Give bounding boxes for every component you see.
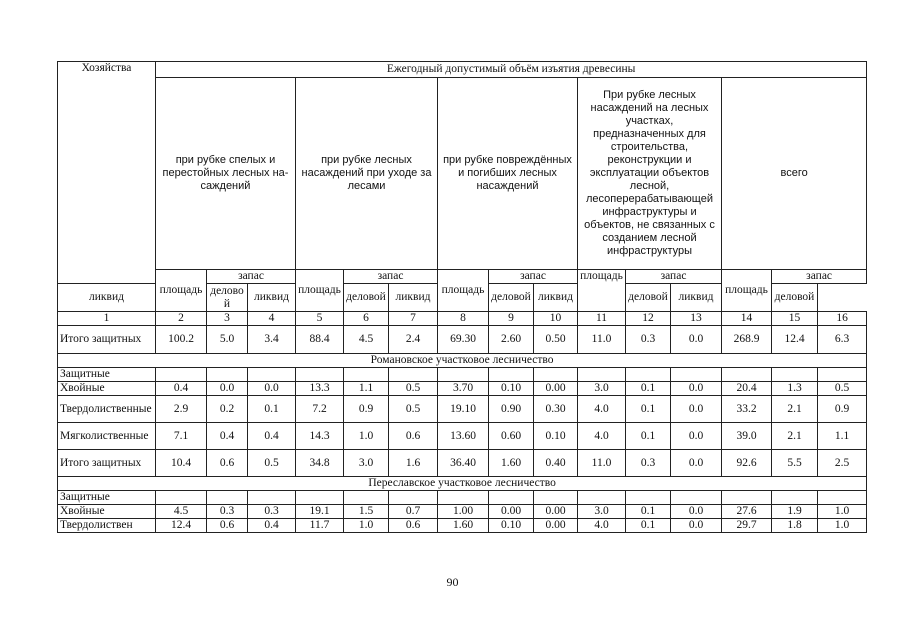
header-area: площадь	[722, 270, 772, 312]
empty-cell	[489, 368, 534, 382]
column-number: 2	[156, 312, 207, 326]
cell-value: 0.6	[207, 519, 248, 533]
header-liquid: ликвид	[671, 284, 722, 312]
cell-value: 3.70	[438, 382, 489, 396]
column-number: 1	[58, 312, 156, 326]
header-group-construction: При рубке лесных насаждений на лесных участках, предназначенных для строительства, реконструкции и эксплуатации объектов лесной, лесоперерабатывающей инфраструктуры и объектов, не связанных с созданием лесной инфраструктуры	[578, 78, 722, 270]
column-number: 10	[534, 312, 578, 326]
cell-value: 39.0	[722, 423, 772, 450]
header-area: площадь	[296, 270, 344, 312]
header-liquid: ликвид	[58, 284, 156, 312]
cell-value: 0.0	[671, 519, 722, 533]
column-number: 5	[296, 312, 344, 326]
cell-value: 11.0	[578, 450, 626, 477]
cell-value: 1.60	[489, 450, 534, 477]
empty-cell	[818, 368, 867, 382]
cell-value: 0.0	[671, 396, 722, 423]
cell-value: 0.3	[207, 505, 248, 519]
empty-cell	[156, 491, 207, 505]
cell-value: 0.90	[489, 396, 534, 423]
cell-value: 2.5	[818, 450, 867, 477]
header-stock: запас	[207, 270, 296, 284]
cell-value: 0.1	[626, 423, 671, 450]
empty-cell	[389, 491, 438, 505]
cell-value: 1.0	[344, 519, 389, 533]
cell-value: 0.00	[534, 519, 578, 533]
column-number: 16	[818, 312, 867, 326]
cell-value: 0.6	[389, 519, 438, 533]
cell-value: 0.4	[207, 423, 248, 450]
empty-cell	[296, 368, 344, 382]
empty-cell	[578, 368, 626, 382]
empty-cell	[207, 368, 248, 382]
cell-value: 0.0	[671, 382, 722, 396]
empty-cell	[438, 368, 489, 382]
cell-value: 7.2	[296, 396, 344, 423]
header-stock: запас	[344, 270, 438, 284]
cell-value: 0.1	[626, 505, 671, 519]
header-area: площадь	[578, 270, 626, 312]
empty-cell	[722, 491, 772, 505]
cell-value: 0.3	[248, 505, 296, 519]
cell-value: 69.30	[438, 326, 489, 354]
cell-value: 19.1	[296, 505, 344, 519]
empty-cell	[344, 491, 389, 505]
cell-value: 33.2	[722, 396, 772, 423]
header-group-mature: при рубке спелых и перестойных лесных на- саждений	[156, 78, 296, 270]
cell-value: 0.0	[671, 505, 722, 519]
cell-value: 1.60	[438, 519, 489, 533]
empty-cell	[489, 491, 534, 505]
cell-value: 0.0	[207, 382, 248, 396]
cell-value: 0.00	[489, 505, 534, 519]
cell-value: 1.00	[438, 505, 489, 519]
cell-value: 4.0	[578, 396, 626, 423]
cell-value: 11.7	[296, 519, 344, 533]
cell-value: 88.4	[296, 326, 344, 354]
header-business: деловой	[489, 284, 534, 312]
empty-cell	[534, 491, 578, 505]
cell-value: 2.1	[772, 396, 818, 423]
cell-value: 100.2	[156, 326, 207, 354]
cell-value: 0.3	[626, 326, 671, 354]
cell-value: 0.00	[534, 382, 578, 396]
cell-value: 0.10	[489, 519, 534, 533]
empty-cell	[818, 491, 867, 505]
empty-cell	[534, 368, 578, 382]
cell-value: 1.5	[344, 505, 389, 519]
cell-value: 4.0	[578, 519, 626, 533]
cell-value: 0.10	[534, 423, 578, 450]
cell-value: 0.40	[534, 450, 578, 477]
column-number: 4	[248, 312, 296, 326]
cell-value: 1.1	[344, 382, 389, 396]
cell-value: 0.9	[344, 396, 389, 423]
cell-value: 0.5	[818, 382, 867, 396]
cell-value: 0.4	[156, 382, 207, 396]
cell-value: 11.0	[578, 326, 626, 354]
cell-value: 0.0	[671, 326, 722, 354]
cell-value: 0.60	[489, 423, 534, 450]
header-business: деловой	[207, 284, 248, 312]
column-number: 11	[578, 312, 626, 326]
cell-value: 0.1	[248, 396, 296, 423]
header-group-damaged: при рубке повреждённых и погибших лесных насаждений	[438, 78, 578, 270]
cell-value: 268.9	[722, 326, 772, 354]
row-label: Хвойные	[58, 505, 156, 519]
header-business: деловой	[772, 284, 818, 312]
cell-value: 0.6	[207, 450, 248, 477]
cell-value: 34.8	[296, 450, 344, 477]
cell-value: 3.4	[248, 326, 296, 354]
header-main: Ежегодный допустимый объём изъятия древесины	[156, 62, 867, 78]
header-stock: запас	[626, 270, 722, 284]
cell-value: 0.5	[248, 450, 296, 477]
cell-value: 3.0	[344, 450, 389, 477]
header-group-total: всего	[722, 78, 867, 270]
group-label: Защитные	[58, 491, 156, 505]
header-stock: запас	[489, 270, 578, 284]
cell-value: 13.60	[438, 423, 489, 450]
empty-cell	[626, 491, 671, 505]
cell-value: 1.3	[772, 382, 818, 396]
cell-value: 0.50	[534, 326, 578, 354]
cell-value: 1.0	[818, 519, 867, 533]
empty-cell	[296, 491, 344, 505]
empty-cell	[438, 491, 489, 505]
header-business: деловой	[626, 284, 671, 312]
cell-value: 2.4	[389, 326, 438, 354]
column-number: 9	[489, 312, 534, 326]
group-label: Защитные	[58, 368, 156, 382]
cell-value: 0.1	[626, 396, 671, 423]
column-number: 6	[344, 312, 389, 326]
empty-cell	[722, 368, 772, 382]
cell-value: 2.1	[772, 423, 818, 450]
column-number: 7	[389, 312, 438, 326]
cell-value: 1.9	[772, 505, 818, 519]
cell-value: 0.5	[389, 382, 438, 396]
cell-value: 0.0	[671, 423, 722, 450]
cell-value: 4.5	[344, 326, 389, 354]
header-liquid: ликвид	[534, 284, 578, 312]
empty-cell	[772, 491, 818, 505]
cell-value: 36.40	[438, 450, 489, 477]
header-group-care: при рубке лесных насаждений при уходе за лесами	[296, 78, 438, 270]
cell-value: 1.0	[344, 423, 389, 450]
cell-value: 10.4	[156, 450, 207, 477]
cell-value: 3.0	[578, 382, 626, 396]
cell-value: 27.6	[722, 505, 772, 519]
cell-value: 0.7	[389, 505, 438, 519]
empty-cell	[389, 368, 438, 382]
cell-value: 7.1	[156, 423, 207, 450]
row-label: Мягколиственные	[58, 423, 156, 450]
cell-value: 5.0	[207, 326, 248, 354]
cell-value: 0.0	[671, 450, 722, 477]
cell-value: 29.7	[722, 519, 772, 533]
cell-value: 12.4	[772, 326, 818, 354]
cell-value: 3.0	[578, 505, 626, 519]
empty-cell	[671, 368, 722, 382]
cell-value: 0.5	[389, 396, 438, 423]
cell-value: 0.3	[626, 450, 671, 477]
cell-value: 0.9	[818, 396, 867, 423]
header-area: площадь	[156, 270, 207, 312]
row-label: Итого защитных	[58, 326, 156, 354]
timber-harvest-table	[57, 61, 867, 533]
column-number: 14	[722, 312, 772, 326]
row-label: Твердолиствен	[58, 519, 156, 533]
cell-value: 0.6	[389, 423, 438, 450]
cell-value: 14.3	[296, 423, 344, 450]
header-liquid: ликвид	[248, 284, 296, 312]
column-number: 15	[772, 312, 818, 326]
cell-value: 13.3	[296, 382, 344, 396]
cell-value: 0.1	[626, 382, 671, 396]
header-stock: запас	[772, 270, 867, 284]
cell-value: 2.60	[489, 326, 534, 354]
empty-cell	[578, 491, 626, 505]
cell-value: 6.3	[818, 326, 867, 354]
empty-cell	[156, 368, 207, 382]
header-liquid: ликвид	[389, 284, 438, 312]
cell-value: 12.4	[156, 519, 207, 533]
cell-value: 4.0	[578, 423, 626, 450]
cell-value: 5.5	[772, 450, 818, 477]
column-number: 13	[671, 312, 722, 326]
row-label: Хвойные	[58, 382, 156, 396]
header-farms: Хозяйства	[58, 62, 156, 284]
cell-value: 20.4	[722, 382, 772, 396]
empty-cell	[248, 368, 296, 382]
empty-cell	[626, 368, 671, 382]
page-number: 90	[446, 575, 459, 589]
cell-value: 0.2	[207, 396, 248, 423]
header-business: деловой	[344, 284, 389, 312]
column-number: 12	[626, 312, 671, 326]
cell-value: 1.1	[818, 423, 867, 450]
empty-cell	[772, 368, 818, 382]
cell-value: 0.4	[248, 519, 296, 533]
empty-cell	[671, 491, 722, 505]
row-label: Твердолиственные	[58, 396, 156, 423]
cell-value: 0.00	[534, 505, 578, 519]
empty-cell	[248, 491, 296, 505]
cell-value: 1.8	[772, 519, 818, 533]
header-area: площадь	[438, 270, 489, 312]
cell-value: 2.9	[156, 396, 207, 423]
cell-value: 1.0	[818, 505, 867, 519]
empty-cell	[344, 368, 389, 382]
cell-value: 92.6	[722, 450, 772, 477]
cell-value: 0.10	[489, 382, 534, 396]
section-title: Романовское участковое лесничество	[58, 354, 867, 368]
cell-value: 0.0	[248, 382, 296, 396]
section-title: Переславское участковое лесничество	[58, 477, 867, 491]
cell-value: 4.5	[156, 505, 207, 519]
column-number: 3	[207, 312, 248, 326]
cell-value: 19.10	[438, 396, 489, 423]
empty-cell	[207, 491, 248, 505]
cell-value: 0.4	[248, 423, 296, 450]
row-label: Итого защитных	[58, 450, 156, 477]
cell-value: 0.30	[534, 396, 578, 423]
cell-value: 0.1	[626, 519, 671, 533]
cell-value: 1.6	[389, 450, 438, 477]
column-number: 8	[438, 312, 489, 326]
